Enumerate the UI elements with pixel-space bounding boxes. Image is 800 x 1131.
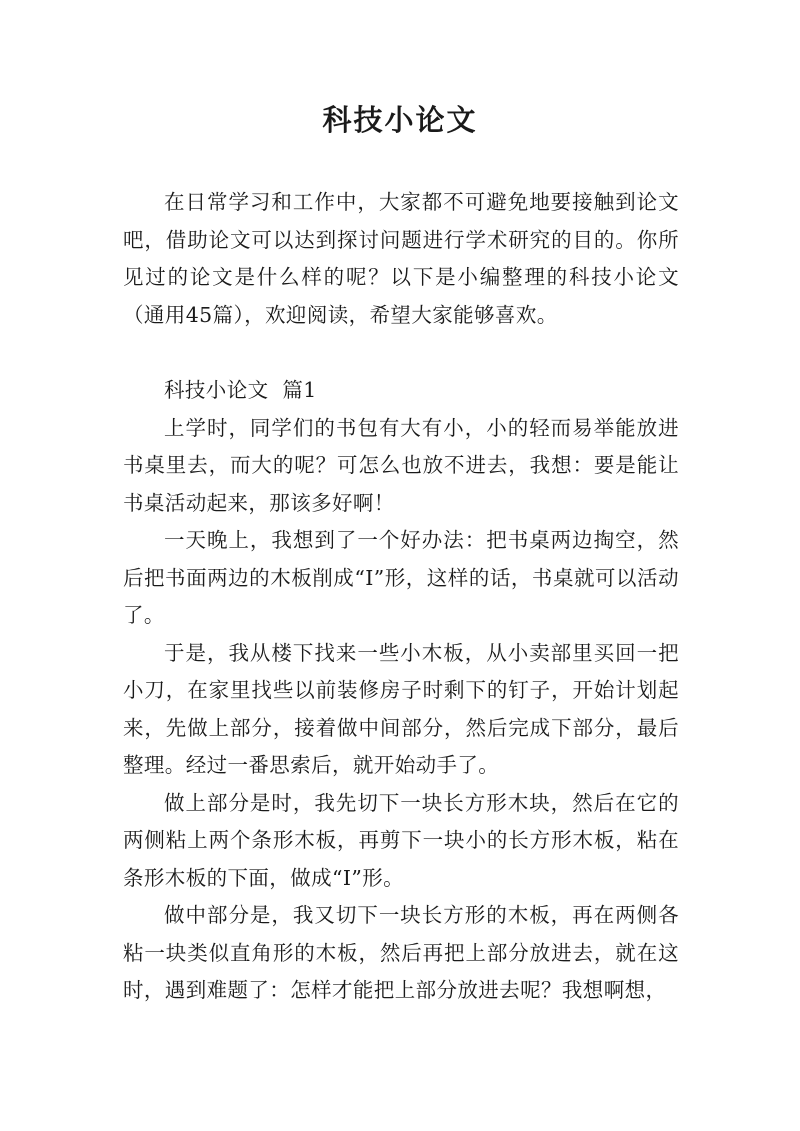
- paragraph-5: 做中部分是，我又切下一块长方形的木板，再在两侧各粘一块类似直角形的木板，然后再把上部分放进去，就在这时，遇到难题了：怎样才能把上部分放进去呢？我想啊想，: [123, 903, 679, 1002]
- document-title: 科技小论文: [322, 103, 478, 137]
- paragraph-1: 上学时，同学们的书包有大有小，小的轻而易举能放进书桌里去，而大的呢？可怎么也放不进去，我想：要是能让书桌活动起来，那该多好啊！: [123, 415, 679, 515]
- paragraph-2: 一天晚上，我想到了一个好办法：把书桌两边掏空，然后把书面两边的木板削成“I”形，这样的话，书桌就可以活动了。: [123, 528, 679, 627]
- paragraph-4: 做上部分是时，我先切下一块长方形木块，然后在它的两侧粘上两个条形木板，再剪下一块小的长方形木板，粘在条形木板的下面，做成“I”形。: [123, 790, 679, 890]
- section-1: [123, 372, 679, 1010]
- section-heading: 科技小论文 篇1: [164, 378, 317, 402]
- intro-block: [123, 184, 679, 334]
- paragraph-3: 于是，我从楼下找来一些小木板，从小卖部里买回一把小刀，在家里找些以前装修房子时剩下的钉子，开始计划起来，先做上部分，接着做中间部分，然后完成下部分，最后整理。经过一番思索后，就开始动手了。: [123, 640, 679, 777]
- intro-paragraph: 在日常学习和工作中，大家都不可避免地要接触到论文吧，借助论文可以达到探讨问题进行学术研究的目的。你所见过的论文是什么样的呢？以下是小编整理的科技小论文（通用45篇），欢迎阅读，希望大家能够喜欢。: [123, 190, 679, 327]
